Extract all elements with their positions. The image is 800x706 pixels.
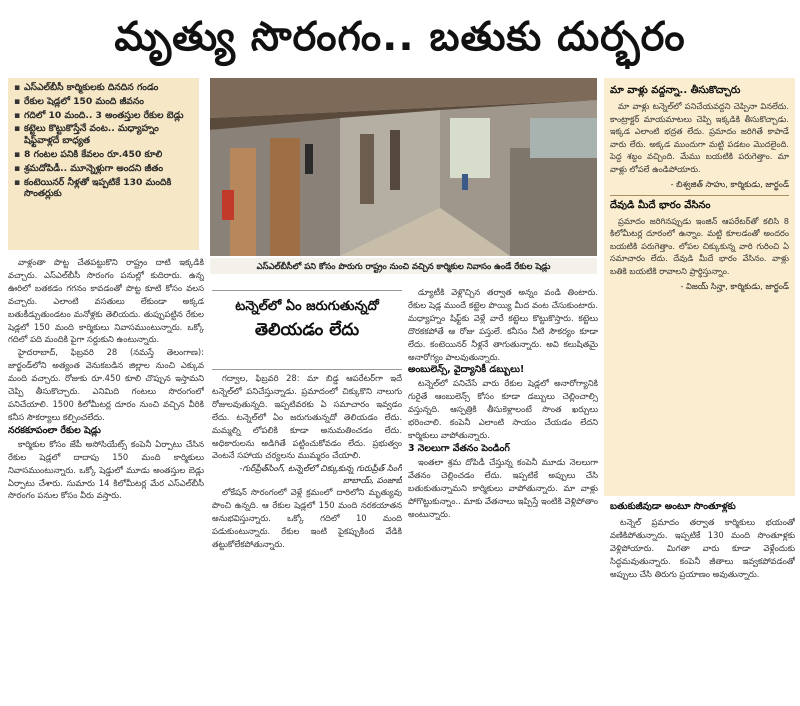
- sidebox-title-2: దేవుడి మీదే భారం వేసినం: [610, 199, 711, 211]
- quote-box: [212, 290, 402, 370]
- column-3-subheading: అంబులెన్స్, వైద్యానికీ డబ్బులు!: [408, 364, 525, 376]
- sidebox-text-2: ప్రమాదం జరిగినప్పుడు ఇంజిన్ ఆపరేటర్‌తో కలిసి 8 కిలోమీటర్ల దూరంలో ఉన్నాం. మట్టి కూలడంతో అందరం బయటికి పరుగెత్తాం. లోపల చిక్కుకున్న వారి గురించి ఏ సమాచారం లేదు. దేవుడి మీదే భారం వేసినం. వాళ్లు బతికి బయటికి రావాలని ప్రార్థిస్తున్నాం.: [610, 215, 789, 276]
- tin-shed-photo: [210, 78, 597, 256]
- column-1: [8, 256, 204, 702]
- column-3: [408, 286, 598, 702]
- column-3-body-3: ఇంతలా శ్రమ దోపిడీ చేస్తున్న కంపెనీ మూడు నెలలుగా వేతనం చెల్లించడం లేదు. ఇప్పటికే అప్పులు చేసి బతుకుతున్నామని కార్మికులు వాపోతున్నారు. మా వాళ్లు పోగొట్టుకున్నాం.. మాకు వేతనాలు ఇప్పిస్తే ఇంటికి వెళ్లిపోతాం అంటున్నారు.: [408, 456, 598, 519]
- headline: మృత్యు సొరంగం.. బతుకు దుర్భరం: [114, 14, 686, 60]
- worker-quotes-box: [604, 78, 795, 496]
- highlights-box: [8, 78, 199, 250]
- column-2-body: గద్వాల, ఫిబ్రవరి 28: మా బిడ్డ ఆపరేటర్‌గా ఇదే టన్నెల్‌లో పనిచేస్తున్నాడు. ప్రమాదంలో చిక్కుకొని నాలుగు రోజులవుతున్నది. ఇప్పటివరకు ఏ సమాచారం ఇవ్వడం లేదు. టన్నెల్‌లో ఏం జరుగుతున్నదో తెలియడం లేదు. మమ్మల్ని లోపలికి కూడా అనుమతించడం లేదు. అధికారులను అడిగితే పట్టించుకోవడం లేదు. ప్రభుత్వం వెంటనే సహాయ చర్యలను ముమ్మరం చేయాలి.: [212, 373, 402, 461]
- column-1-intro: వాళ్లంతా పొట్ట చేతపట్టుకొని రాష్ట్రం దాటి ఇక్కడికి వచ్చారు. ఎస్‌ఎల్‌బీసీ సొరంగం పనుల్లో కుదిరారు. ఉన్న ఊరిలో బతకడం గగనం కావడంతో పొట్ట కూటి కోసం వలస వచ్చారు. ఎలాంటి వసతులు లేకుండా అక్కడ బతుకీడ్చుతుండటం మనోళ్లకు తెలియదు. తుప్పుపట్టిన రేకుల షెడ్లలో 150 మంది కార్మికులు నివాసముంటున్నారు. ఒక్కో గదిలో పది మందికి పైగా సర్దుకుని ఉంటున్నారు.: [8, 257, 204, 345]
- highlight-item: ▪ 8 గంటల పనికి కేవలం రూ.450 కూలి: [14, 149, 193, 161]
- sidebox-text-1: మా వాళ్లు టన్నెల్‌లో పనిచేయవద్దని చెప్పినా వినలేదు. కాంట్రాక్టర్ మాయమాటలు చెప్పి ఇక్కడికి తీసుకొచ్చాడు. ఇక్కడ ఎలాంటి భద్రత లేదు. ప్రమాదం జరిగితే కాపాడే వారు లేరు. అక్కడ ముందుగా మట్టి పడటం మొదలైంది. పెద్ద శబ్దం వచ్చింది. మేము బయటికి పరుగెత్తాం. మా వాళ్లు లోపలే ఉండిపోయారు.: [610, 101, 789, 174]
- highlight-item: ▪ ఎస్‌ఎల్‌బీసీ కార్మికులకు దినదిన గండం: [14, 82, 193, 94]
- highlight-item: ▪ కంటెయినర్ నీళ్లతో ఇప్పటికే 130 మందికి సొంతర్లుకు: [14, 177, 193, 201]
- sidebox-title-1: మా వాళ్లు వద్దన్నా.. తీసుకొచ్చారు: [610, 85, 741, 96]
- highlight-item: ▪ గదిలో 10 మంది.. 3 అంతస్తుల రేకుల బెడ్లు: [14, 110, 193, 122]
- column-1-body: కార్మికుల కోసం జేపీ అసోసియేట్స్ కంపెనీ ఏర్పాటు చేసిన రేకుల షెడ్లలో దాదాపు 150 మంది కార్మికులు నివాసముంటున్నారు. ఒక్కో షెడ్డులో మూడు అంతస్తుల బెడ్లు ఏర్పాటు చేశారు. సుమారు 14 కిలోమీటర్ల మేర ఎస్‌ఎల్‌బీసీ సొరంగం పనుల కోసం వీరు వస్తారు.: [8, 438, 204, 501]
- photo-caption: ఎస్‌ఎల్‌బీసీలో పని కోసం పొరుగు రాష్ట్రం నుంచి వచ్చిన కార్మికుల నివాసం ఉండే రేకుల షెడ్లు: [210, 258, 597, 274]
- column-3-subheading-2: 3 నెలలుగా వేతనం పెండింగ్: [408, 442, 510, 454]
- column-2: [212, 372, 402, 702]
- column-1-dateline: హైదరాబాద్, ఫిబ్రవరి 28 (నమస్తే తెలంగాణ): జార్ఖండ్‌లోని అత్యంత వెనుకబడిన జిల్లాల నుంచి ఎక్కువ మంది వచ్చారు. రోజుకు రూ.450 కూలి చొప్పున ఇస్తామని చెప్పి తీసుకొచ్చారు. ఎనిమిది గంటలు సొరంగంలో పనిచేయాలి. 1500 కిలోమీటర్ల దూరం నుంచి వచ్చిన వీరికి కనీస సౌకర్యాలు కల్పించలేదు.: [8, 347, 204, 422]
- bottom-right-heading: బతుకుజీవుడా అంటూ సొంతూళ్లకు: [610, 501, 736, 512]
- column-3-body: డ్యూటీకి వెళ్లొచ్చిన తర్వాత అన్నం వండి తింటారు. రేకుల షెడ్ల ముందే కట్టెల పొయ్యి మీద వంట చేసుకుంటారు. మధ్యాహ్నం షిఫ్ట్‌కు వెళ్లే వారే కట్టెలు కొట్టుకొస్తారు. కట్టెలు దొరకకపోతే ఆ రోజు పస్తులే. కనీసం నీటి సౌకర్యం కూడా లేదు. కంటెయినర్ నీళ్లనే తాగుతున్నారు. అవి కలుషితమై అనారోగ్యం పాలవుతున్నారు.: [408, 287, 598, 362]
- quote-line-2: తెలియడం లేదు: [254, 320, 360, 340]
- highlight-item: ▪ రేకుల షెడ్లలో 150 మంది జీవనం: [14, 96, 193, 108]
- sidebox-divider: [610, 195, 789, 196]
- column-2-bottom: లోకేషన్ సొరంగంలో వెళ్లే క్రమంలో దారిలోని మృత్యువు పొంచి ఉన్నది. ఆ రేకుల షెడ్లలో 150 మంది నరకయాతన అనుభవిస్తున్నారు. ఒక్కో గదిలో 10 మంది పడుకుంటున్నారు. రేకుల ఇంటి పైకప్పుకింద వేడికి తట్టుకోలేకపోతున్నారు.: [212, 487, 402, 549]
- sidebox-signature-2: - విజయ్ సిన్హా, కార్మికుడు, జార్ఖండ్: [680, 280, 789, 291]
- tin-shed-illustration: [210, 78, 597, 256]
- highlights-list: [14, 82, 193, 200]
- quote-line-1: టన్నెల్‌లో ఏం జరుగుతున్నదో: [235, 299, 379, 314]
- column-2-byline: -గుర్‌ప్రీత్‌సింగ్, టన్నెల్‌లో చిక్కుకున్న గురుప్రీత్ సింగ్ బాబాయ్, పంజాబ్: [239, 463, 402, 486]
- sidebox-signature-1: - బిశ్వజిత్ సాహు, కార్మికుడు, జార్ఖండ్: [670, 178, 789, 189]
- highlight-item: ▪ కట్టెలు కొట్టుకొస్తేనే వంట.. మధ్యాహ్నం షిఫ్ట్‌వాళ్లదే బాధ్యత: [14, 123, 193, 147]
- column-3-body-2: టన్నెల్‌లో పనిచేసే వారు రేకుల షెడ్లలో అనారోగ్యానికి గురైతే ఆంబులెన్స్ కోసం కూడా డబ్బులు చెల్లించాల్సి వస్తున్నది. ఆస్పత్రికి తీసుకెళ్లాలంటే సొంత ఖర్చులు భరించాలి. కంపెనీ ఎలాంటి సాయం చేయడం లేదని కార్మికులు వాపోతున్నారు.: [408, 378, 598, 441]
- bottom-right-body: టన్నెల్ ప్రమాదం తర్వాత కార్మికులు భయంతో వణికిపోతున్నారు. ఇప్పటికే 130 మంది సొంతూళ్లకు వెళ్లిపోయారు. మిగతా వారు కూడా వెళ్లేందుకు సిద్ధమవుతున్నారు. కంపెనీ జీతాలు ఇవ్వకపోవడంతో అప్పులు చేసి తిరుగు ప్రయాణం అవుతున్నారు.: [610, 517, 795, 579]
- column-1-subheading: నరకకూపంలా రేకుల షెడ్లు: [8, 424, 101, 436]
- highlight-item: ▪ శ్రమదోపిడీ.. మూన్నెళ్లుగా అందని జీతం: [14, 163, 193, 175]
- bottom-right-column: [610, 516, 795, 702]
